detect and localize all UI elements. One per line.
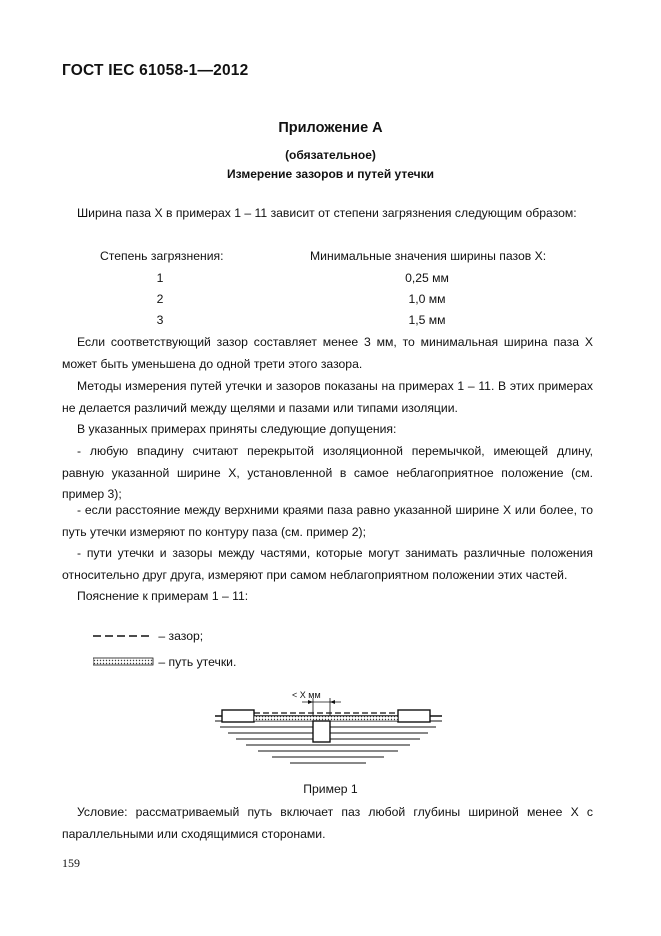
degree-value: 2	[156, 292, 164, 306]
figure-caption: Пример 1	[303, 782, 358, 796]
legend-creepage	[93, 655, 236, 670]
table-header-degree: Степень загрязнения:	[100, 249, 224, 263]
paragraph-positions: - пути утечки и зазоры между частями, которые могут занимать различные положения относительно друг друга, измеряют при самом неблагоприятном положении этих частей.	[62, 546, 593, 582]
legend-clearance	[93, 629, 203, 644]
condition-paragraph: Условие: рассматриваемый путь включает паз любой глубины шириной менее X с параллельными или сходящимися сторонами.	[62, 805, 593, 841]
width-value: 1,5 мм	[408, 313, 446, 327]
annex-status: (обязательное)	[285, 148, 376, 162]
hatched-line-icon	[93, 656, 155, 670]
degree-value: 3	[156, 313, 164, 327]
paragraph-bridge: - любую впадину считают перекрытой изоляционной перемычкой, имеющей длину, равную указанной ширине X, установленной в самое неблагоприятное положение (см. пример 3);	[62, 444, 593, 501]
width-value: 1,0 мм	[408, 292, 446, 306]
document-header: ГОСТ IEC 61058-1—2012	[62, 62, 249, 79]
page-number: 159	[62, 856, 80, 870]
paragraph-reduction: Если соответствующий зазор составляет менее 3 мм, то минимальная ширина паза X может быть уменьшена до одной трети этого зазора.	[62, 335, 593, 371]
intro-paragraph: Ширина паза X в примерах 1 – 11 зависит от степени загрязнения следующим образом:	[77, 206, 577, 220]
width-value: 0,25 мм	[405, 271, 449, 285]
degree-value: 1	[156, 271, 164, 285]
annex-title: Приложение А	[278, 120, 383, 136]
dimension-label: < X мм	[292, 690, 321, 700]
example-1-diagram	[210, 688, 450, 774]
legend-creepage-label: – путь утечки.	[158, 655, 237, 669]
paragraph-methods: Методы измерения путей утечки и зазоров показаны на примерах 1 – 11. В этих примерах не делается различий между щелями и пазами или типами изоляции.	[62, 379, 593, 415]
table-header-width: Минимальные значения ширины пазов X:	[310, 249, 547, 263]
paragraph-explanation: Пояснение к примерам 1 – 11:	[77, 589, 249, 603]
dashed-line-icon	[93, 630, 155, 644]
annex-heading: Измерение зазоров и путей утечки	[227, 167, 434, 181]
paragraph-assumptions: В указанных примерах приняты следующие допущения:	[77, 422, 397, 436]
legend-clearance-label: – зазор;	[158, 629, 204, 643]
paragraph-contour: - если расстояние между верхними краями паза равно указанной ширине X или более, то путь утечки измеряют по контуру паза (см. пример 2);	[62, 503, 593, 539]
